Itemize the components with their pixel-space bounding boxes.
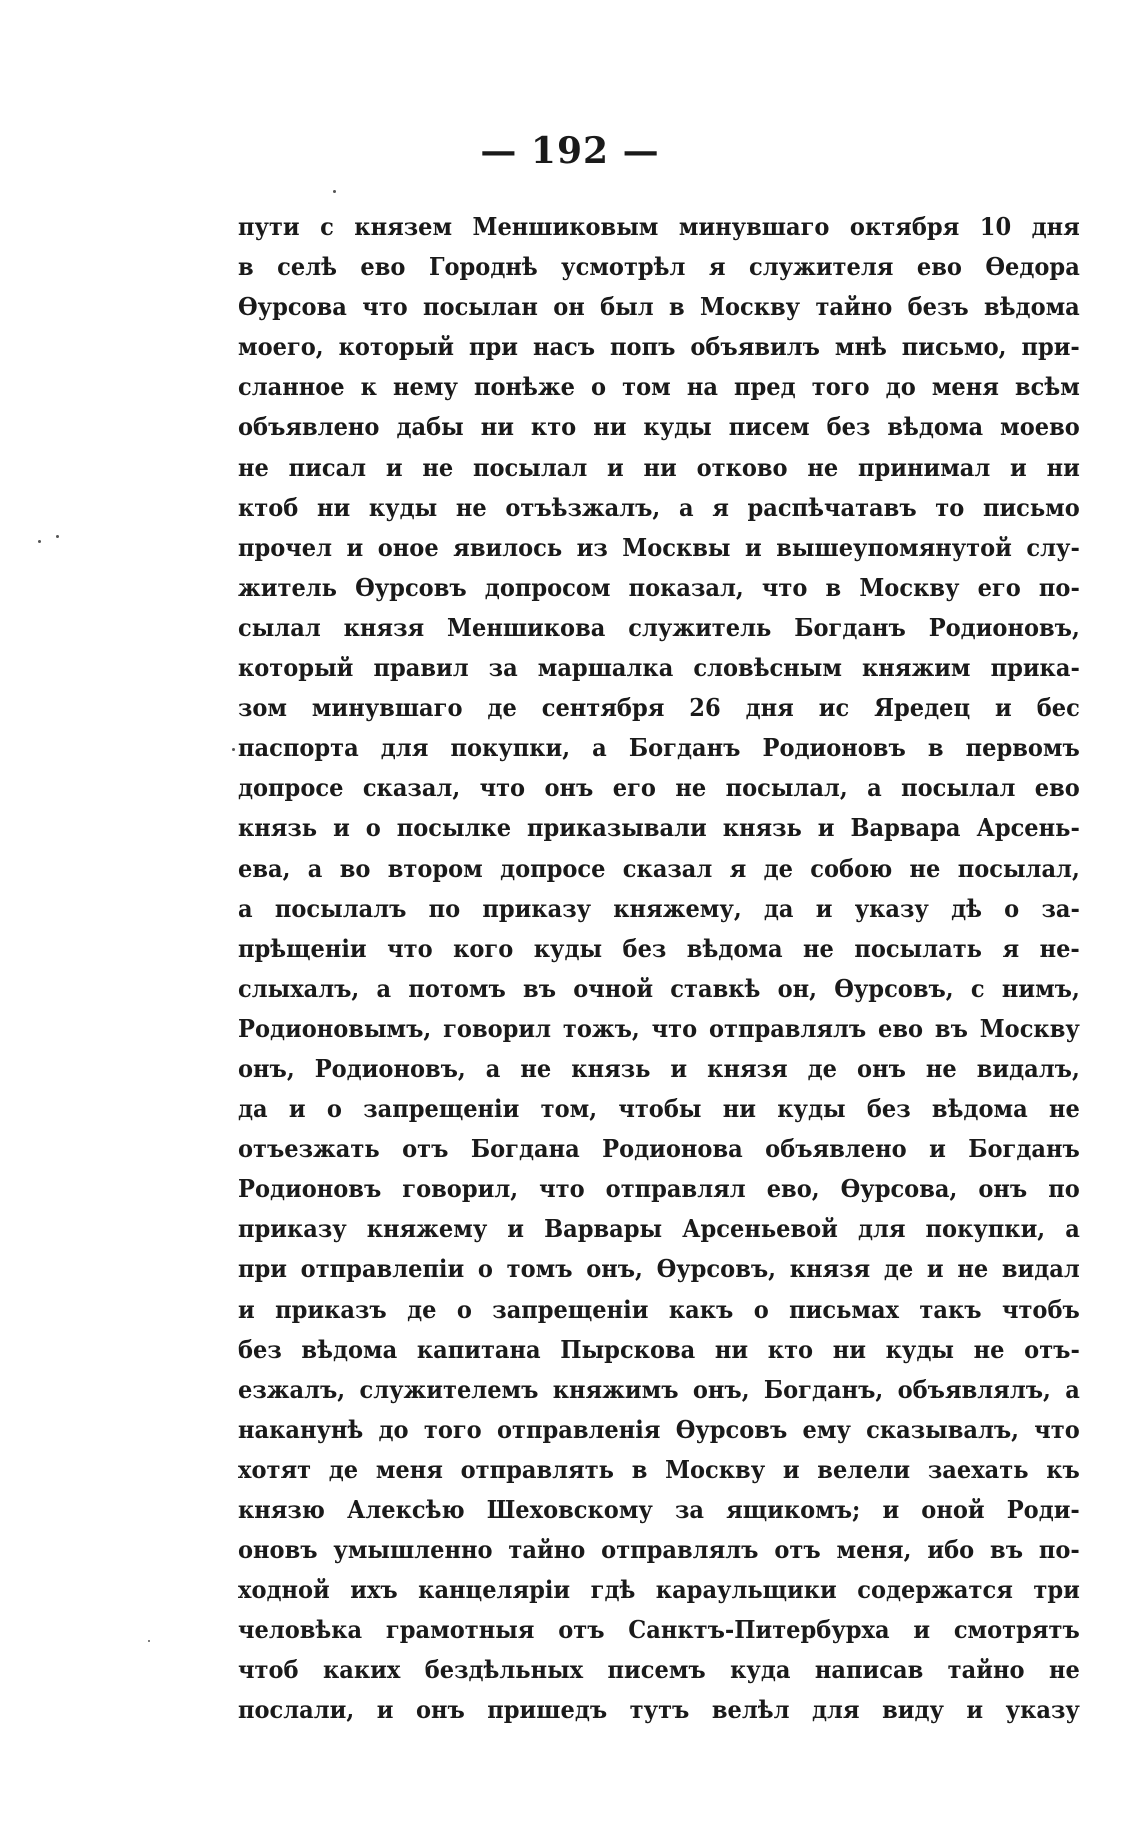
text-line: а посылалъ по приказу княжему, да и указу дѣ о за- [238,893,1080,923]
text-line: объявлено дабы ни кто ни куды писем без вѣдома моево [238,412,1080,442]
text-line: пути с князем Меншиковым минувшаго октября 10 дня [238,212,1080,241]
text-line: при отправлепіи о томъ онъ, Ѳурсовъ, князя де и не видал [238,1254,1080,1284]
text-line: ктоб ни куды не отъѣзжалъ, а я распѣчатавъ то письмо [238,492,1080,522]
text-line: слыхалъ, а потомъ въ очной ставкѣ он, Ѳурсовъ, с нимъ, [238,973,1080,1003]
text-line: сланное к нему понѣже о том на пред того до меня всѣм [238,372,1080,402]
text-line: отъезжать отъ Богдана Родионова объявлено и Богданъ [238,1134,1080,1164]
text-line: ева, а во втором допросе сказал я де собою не посылал, [238,853,1080,883]
text-line: князь и о посылке приказывали князь и Варвара Арсень- [238,813,1080,843]
text-line: сылал князя Меншикова служитель Богданъ Родионовъ, [238,612,1080,642]
text-line: послали, и онъ пришедъ тутъ велѣл для виду и указу [238,1695,1080,1725]
text-line: князю Алексѣю Шеховскому за ящикомъ; и оной Роди- [238,1495,1080,1524]
text-line: да и о запрещеніи том, чтобы ни куды без вѣдома не [238,1094,1080,1124]
text-line: онъ, Родионовъ, а не князь и князя де онъ не видалъ, [238,1053,1080,1083]
text-line: оновъ умышленно тайно отправлялъ отъ меня, ибо въ по- [238,1535,1080,1565]
scan-speck [333,190,336,193]
text-line: прѣщеніи что кого куды без вѣдома не посылать я не- [238,933,1080,963]
text-line: паспорта для покупки, а Богданъ Родионовъ в первомъ [238,733,1080,763]
text-line: Ѳурсова что посылан он был в Москву тайно безъ вѣдома [238,292,1080,322]
scan-speck [148,1640,150,1642]
text-line: человѣка грамотныя отъ Санктъ-Питербурха и смотрятъ [238,1615,1080,1645]
text-line: прочел и оное явилось из Москвы и вышеупомянутой слу- [238,532,1080,562]
text-line: Родионовымъ, говорил тожъ, что отправлялъ ево въ Москву [238,1013,1080,1043]
text-line: Родионовъ говорил, что отправлял ево, Ѳурсова, онъ по [238,1174,1080,1204]
text-line: приказу княжему и Варвары Арсеньевой для покупки, а [238,1214,1080,1244]
page-number: — 192 — [480,130,660,172]
text-line: хотят де меня отправлять в Москву и велели заехать къ [238,1454,1080,1484]
text-line: моего, который при насъ попъ объявилъ мнѣ письмо, при- [238,332,1080,362]
text-line: без вѣдома капитана Пырскова ни кто ни куды не отъ- [238,1334,1080,1364]
text-line: чтоб каких бездѣльных писемъ куда написав тайно не [238,1655,1080,1685]
scan-speck [56,535,59,538]
scan-speck [232,748,235,751]
text-line: в селѣ ево Городнѣ усмотрѣл я служителя ево Ѳедора [238,252,1080,282]
text-line: езжалъ, служителемъ княжимъ онъ, Богданъ, объявлялъ, а [238,1374,1080,1404]
body-text [238,207,1080,1731]
text-line: ходной ихъ канцеляріи гдѣ караульщики содержатся три [238,1575,1080,1605]
text-line: не писал и не посылал и ни отково не принимал и ни [238,452,1080,482]
text-line: житель Ѳурсовъ допросом показал, что в Москву его по- [238,572,1080,602]
scan-speck [38,540,41,543]
text-line: допросе сказал, что онъ его не посылал, а посылал ево [238,773,1080,803]
text-line: зом минувшаго де сентября 26 дня ис Яредец и бес [238,693,1080,723]
text-line: наканунѣ до того отправленія Ѳурсовъ ему сказывалъ, что [238,1414,1080,1444]
text-line: и приказъ де о запрещеніи какъ о письмах такъ чтобъ [238,1294,1080,1324]
text-line: который правил за маршалка словѣсным княжим прика- [238,653,1080,683]
